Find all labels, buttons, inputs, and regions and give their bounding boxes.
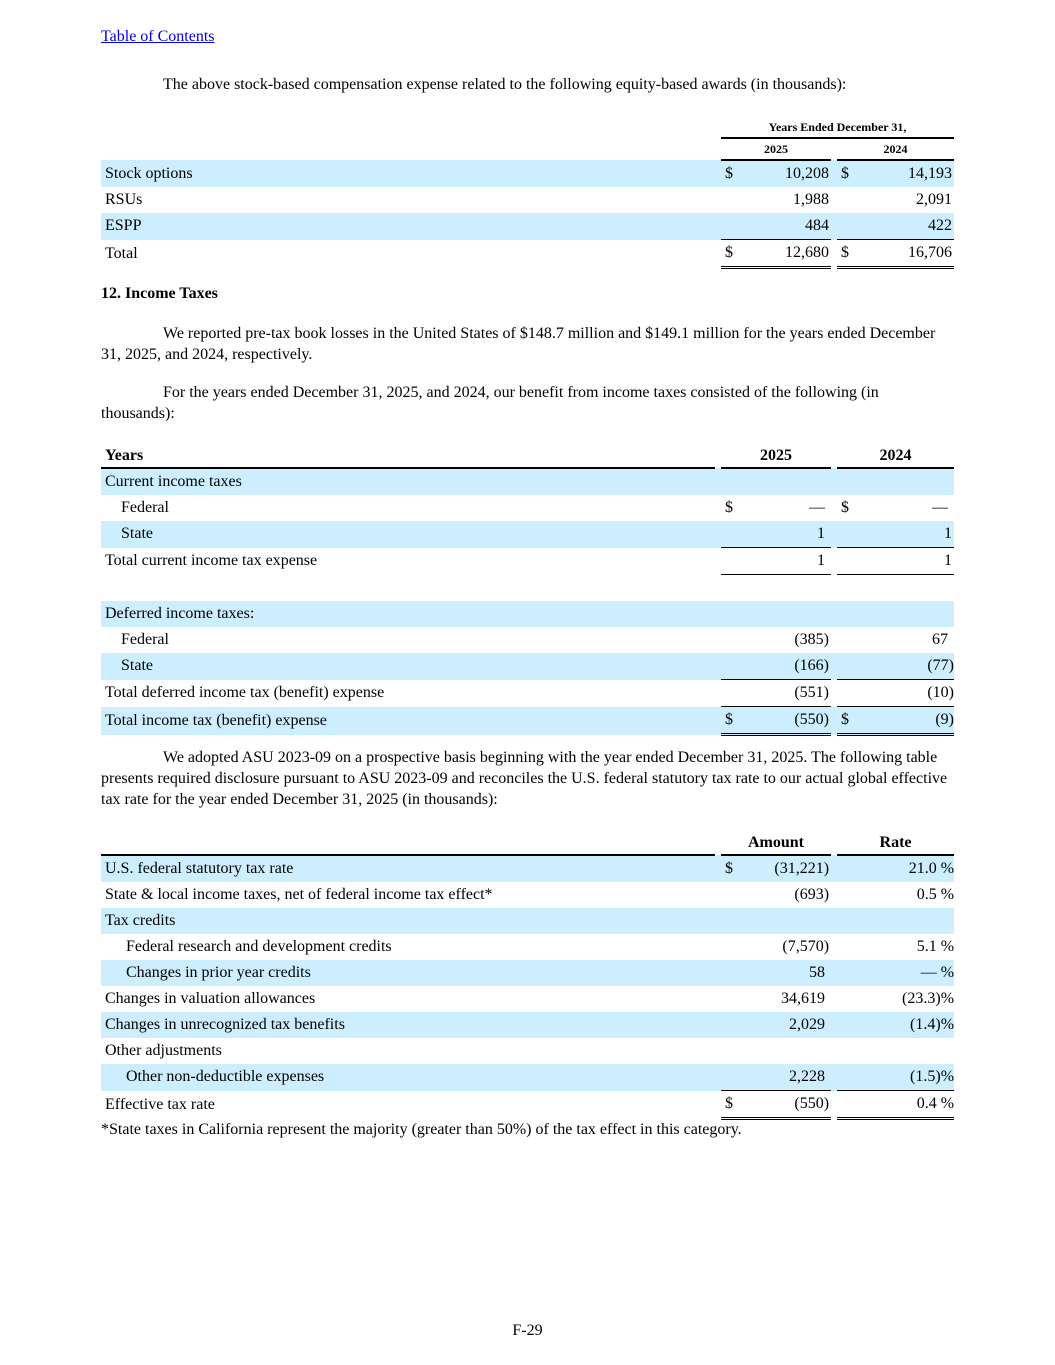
row-label: Total deferred income tax (benefit) expense <box>105 684 385 701</box>
rate-header-row <box>101 832 954 855</box>
row-label: State & local income taxes, net of federal income tax effect* <box>105 886 493 903</box>
currency: $ <box>725 499 733 516</box>
row-label: Tax credits <box>101 908 721 934</box>
value-2025: (550) <box>745 707 831 735</box>
currency <box>721 1012 745 1038</box>
row-label: Total income tax (benefit) expense <box>101 707 721 735</box>
amount-value: 58 <box>745 960 831 986</box>
footnote: *State taxes in California represent the majority (greater than 50%) of the tax effect in this category. <box>101 1121 742 1138</box>
row-label: Federal <box>121 631 169 648</box>
table-row <box>101 1091 954 1119</box>
amount-value: (31,221) <box>745 855 831 882</box>
rate-value: (23.3)% <box>902 990 955 1007</box>
row-label: Current income taxes <box>101 468 721 495</box>
rate-value: 0.4 % <box>837 1091 954 1119</box>
row-label: Changes in valuation allowances <box>105 990 316 1007</box>
value-2025: (166) <box>745 653 831 680</box>
row-label: RSUs <box>105 191 143 208</box>
value-2025: 1 <box>745 521 831 548</box>
row-label: State <box>101 521 721 548</box>
rate-reconciliation-table <box>101 832 954 1120</box>
table-row <box>101 468 954 495</box>
currency <box>721 986 745 1012</box>
rate-value: (1.4)% <box>837 1012 954 1038</box>
currency: $ <box>837 707 861 735</box>
table-row <box>101 908 954 934</box>
rate-value: (1.5)% <box>837 1064 954 1091</box>
sbc-col-2025: 2025 <box>721 138 831 160</box>
value-2025: (551) <box>745 680 831 707</box>
value-2025: 12,680 <box>745 240 831 268</box>
value-2024: 16,706 <box>861 240 954 268</box>
currency <box>837 521 861 548</box>
row-label: Other adjustments <box>105 1042 222 1059</box>
row-label: Deferred income taxes: <box>101 601 721 627</box>
row-label: Other non-deductible expenses <box>101 1064 721 1091</box>
value-2024: — <box>932 499 948 516</box>
page-number: F-29 <box>512 1322 543 1339</box>
value-2025: 484 <box>745 213 831 240</box>
table-row <box>101 160 954 187</box>
table-row <box>101 548 954 575</box>
currency: $ <box>721 707 745 735</box>
spacer-row <box>101 575 954 602</box>
rate-header: Rate <box>837 832 954 855</box>
currency <box>721 627 745 653</box>
table-row <box>101 495 954 521</box>
currency <box>721 187 745 213</box>
table-row <box>101 601 954 627</box>
value-2025: (385) <box>794 631 829 648</box>
currency: $ <box>721 855 745 882</box>
sbc-year-header-row <box>101 138 954 160</box>
currency: $ <box>721 160 745 187</box>
value-2024: 1 <box>861 548 954 575</box>
currency: $ <box>837 160 861 187</box>
table-row <box>101 934 954 960</box>
table-row <box>101 960 954 986</box>
currency <box>721 680 745 707</box>
table-row <box>101 240 954 268</box>
value-2024: 67 <box>932 631 948 648</box>
paragraph-benefit-intro: For the years ended December 31, 2025, and 2024, our benefit from income taxes consisted of the following (in thousands): <box>101 384 879 422</box>
sbc-col-2024: 2024 <box>837 138 954 160</box>
value-2024: 2,091 <box>916 191 953 208</box>
amount-value: 2,029 <box>745 1012 831 1038</box>
amount-value: (550) <box>745 1091 831 1119</box>
table-row <box>101 213 954 240</box>
tax-col-2024: 2024 <box>837 445 954 468</box>
row-label: Stock options <box>101 160 721 187</box>
table-row <box>101 187 954 213</box>
row-label: Federal <box>121 499 169 516</box>
table-row <box>101 986 954 1012</box>
row-label: Total current income tax expense <box>105 552 318 569</box>
currency <box>721 548 745 575</box>
currency <box>837 680 861 707</box>
amount-value: 34,619 <box>781 990 826 1007</box>
row-label: Federal research and development credits <box>126 938 392 955</box>
table-row <box>101 707 954 735</box>
years-header: Years <box>101 445 715 468</box>
amount-value: 2,228 <box>745 1064 831 1091</box>
paragraph-pretax-losses: We reported pre-tax book losses in the United States of $148.7 million and $149.1 million for the years ended December 31, 2025, and 2024, respectively. <box>101 325 936 363</box>
amount-value: (7,570) <box>782 938 830 955</box>
value-2024: 422 <box>861 213 954 240</box>
rate-value: 21.0 % <box>837 855 954 882</box>
value-2025: 1 <box>745 548 831 575</box>
row-label: Changes in unrecognized tax benefits <box>101 1012 721 1038</box>
tax-header-row <box>101 445 954 468</box>
value-2025: — <box>809 499 825 516</box>
value-2025: 10,208 <box>745 160 831 187</box>
currency <box>721 653 745 680</box>
row-label: Total <box>105 244 138 262</box>
intro-paragraph: The above stock-based compensation expense related to the following equity-based awards (in thousands): <box>163 76 847 93</box>
currency: $ <box>837 240 861 268</box>
sbc-group-header: Years Ended December 31, <box>721 117 954 138</box>
rate-value: 0.5 % <box>916 886 955 903</box>
sbc-table <box>101 117 954 269</box>
tax-col-2025: 2025 <box>721 445 831 468</box>
value-2024: (10) <box>861 680 954 707</box>
currency <box>721 1064 745 1091</box>
value-2024: 1 <box>861 521 954 548</box>
currency <box>837 187 861 213</box>
currency <box>721 882 745 908</box>
row-label: State <box>101 653 721 680</box>
currency <box>837 653 861 680</box>
currency <box>721 521 745 548</box>
table-row <box>101 1064 954 1091</box>
table-of-contents-link[interactable]: Table of Contents <box>101 28 215 45</box>
table-row <box>101 521 954 548</box>
paragraph-asu-adoption: We adopted ASU 2023-09 on a prospective basis beginning with the year ended December 31, 2025. The following table presents required disclosure pursuant to ASU 2023-09 and reconciles the U.S. federal statutory tax rate to our actual global effective tax rate for the year ended December 31, 2025 (in thousands): <box>101 749 948 808</box>
sbc-group-header-row <box>101 117 954 138</box>
row-label: Changes in prior year credits <box>101 960 721 986</box>
rate-value: — % <box>837 960 954 986</box>
table-row <box>101 680 954 707</box>
currency: $ <box>721 240 745 268</box>
amount-header: Amount <box>721 832 831 855</box>
currency <box>721 934 745 960</box>
currency <box>837 213 861 240</box>
value-2024: (9) <box>861 707 954 735</box>
rate-value: 5.1 % <box>916 938 955 955</box>
row-label: Effective tax rate <box>105 1095 215 1113</box>
value-2025: 1,988 <box>793 191 829 208</box>
table-row <box>101 653 954 680</box>
currency: $ <box>841 499 849 516</box>
table-row <box>101 1038 954 1064</box>
value-2024: (77) <box>861 653 954 680</box>
currency <box>837 548 861 575</box>
currency <box>721 213 745 240</box>
currency <box>721 960 745 986</box>
value-2024: 14,193 <box>861 160 954 187</box>
row-label: U.S. federal statutory tax rate <box>101 855 721 882</box>
table-row <box>101 1012 954 1038</box>
table-row <box>101 882 954 908</box>
currency <box>837 627 861 653</box>
currency: $ <box>721 1091 745 1119</box>
table-row <box>101 855 954 882</box>
income-tax-table <box>101 445 954 736</box>
section-title: 12. Income Taxes <box>101 285 218 302</box>
row-label: ESPP <box>101 213 721 240</box>
table-row <box>101 627 954 653</box>
amount-value: (693) <box>794 886 830 903</box>
